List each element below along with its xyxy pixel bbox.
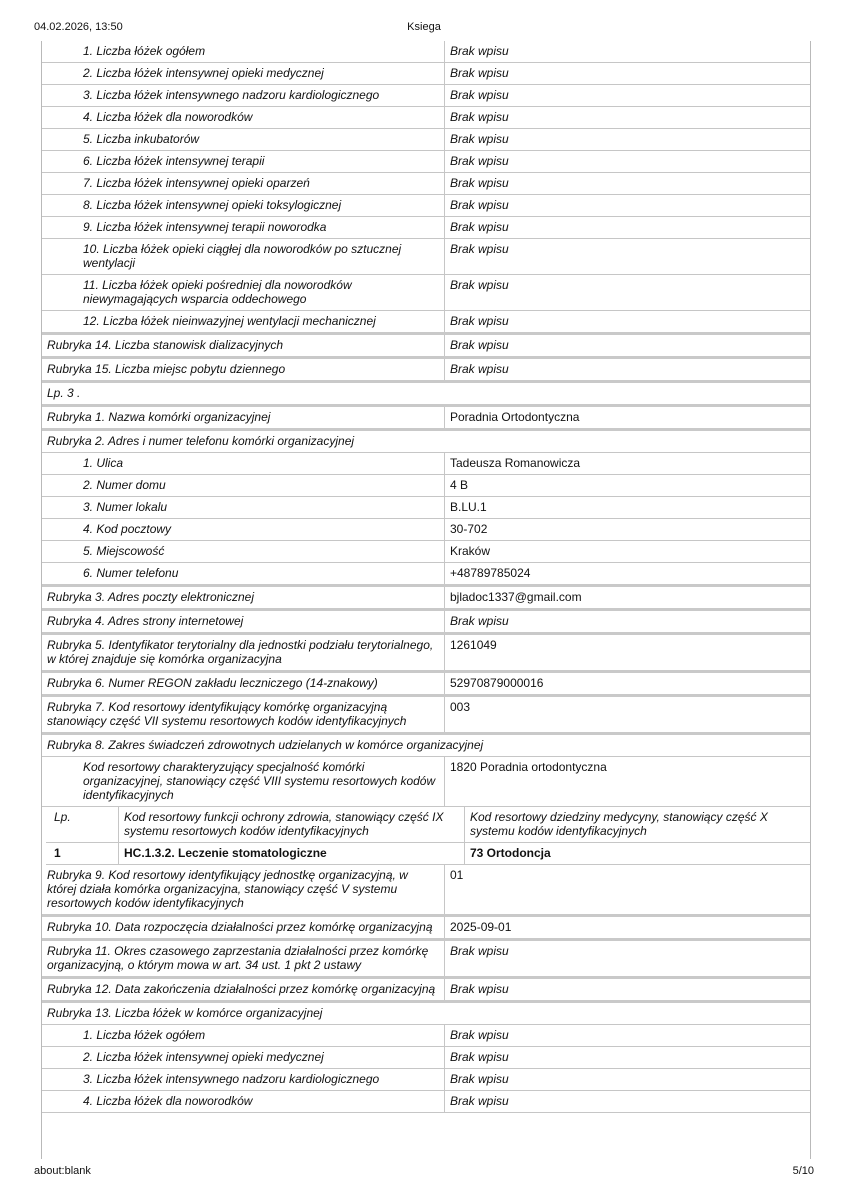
section-header-row [42,431,810,453]
field-value: Brak wpisu [450,338,509,352]
field-label: 4. Kod pocztowy [42,519,445,540]
field-value: Brak wpisu [450,944,509,958]
table-row [42,541,810,563]
field-label: 4. Liczba łóżek dla noworodków [42,1091,445,1112]
table-row [42,497,810,519]
print-footer [34,1165,814,1181]
field-label: Rubryka 10. Data rozpoczęcia działalności przez komórkę organizacyjną [42,917,445,938]
field-value: Brak wpisu [450,66,509,80]
print-datetime: 04.02.2026, 13:50 [34,21,123,33]
field-label: 6. Numer telefonu [42,563,445,584]
field-value: Brak wpisu [450,176,509,190]
table-row [42,359,810,383]
field-label: 1. Ulica [42,453,445,474]
field-value: Brak wpisu [450,88,509,102]
table-row [42,311,810,335]
section-header-label: Rubryka 13. Liczba łóżek w komórce organizacyjnej [47,1006,323,1020]
page-url: about:blank [34,1165,91,1177]
field-label: 2. Liczba łóżek intensywnej opieki medycznej [42,1047,445,1068]
field-label: Rubryka 3. Adres poczty elektronicznej [42,587,445,608]
table-row [42,611,810,635]
service-domain-code: 73 Ortodoncja [470,846,551,860]
field-value: 2025-09-01 [450,920,512,934]
service-codes-header-row [46,807,810,843]
field-label: Rubryka 6. Numer REGON zakładu leczniczego (14-znakowy) [42,673,445,694]
table-row [42,941,810,979]
service-code-lp: 1 [46,843,119,864]
table-row [42,917,810,941]
table-row [42,41,810,63]
field-value: 1820 Poradnia ortodontyczna [450,760,607,774]
field-label: 3. Liczba łóżek intensywnego nadzoru kardiologicznego [42,85,445,106]
page-number: 5/10 [792,1165,814,1177]
field-value: 4 B [450,478,469,492]
field-label: Rubryka 12. Data zakończenia działalności przez komórkę organizacyjną [42,979,445,1000]
field-label: 1. Liczba łóżek ogółem [42,41,445,62]
table-row [42,673,810,697]
field-value: Brak wpisu [450,1050,509,1064]
table-row [42,275,810,311]
table-row [42,563,810,587]
table-row [42,453,810,475]
field-value: Brak wpisu [450,44,509,58]
field-value: bjladoc1337@gmail.com [450,590,582,604]
field-value: B.LU.1 [450,500,487,514]
field-label: 3. Numer lokalu [42,497,445,518]
section-header-label: Lp. 3 . [47,386,81,400]
section-header-row [42,1003,810,1025]
field-value: Brak wpisu [450,220,509,234]
field-value: Brak wpisu [450,278,509,292]
document-title: Ksiega [407,21,441,33]
field-label: Rubryka 4. Adres strony internetowej [42,611,445,632]
field-label: 5. Miejscowość [42,541,445,562]
table-row [42,63,810,85]
field-value: Tadeusza Romanowicza [450,456,581,470]
field-label: 2. Numer domu [42,475,445,496]
field-label: Rubryka 7. Kod resortowy identyfikujący komórkę organizacyjną stanowiący część VII systemu resortowych kodów identyfikacyjnych [42,697,445,732]
print-header [34,21,814,37]
field-value: Brak wpisu [450,1094,509,1108]
field-label: 8. Liczba łóżek intensywnej opieki toksylogicznej [42,195,445,216]
field-label: 4. Liczba łóżek dla noworodków [42,107,445,128]
table-row [42,407,810,431]
field-value: 52970879000016 [450,676,544,690]
field-label: 5. Liczba inkubatorów [42,129,445,150]
field-label: Kod resortowy charakteryzujący specjalność komórki organizacyjnej, stanowiący część VIII systemu resortowych kodów identyfikacyjnych [42,757,445,806]
section-header-row [42,735,810,757]
table-row [42,475,810,497]
field-label: 3. Liczba łóżek intensywnego nadzoru kardiologicznego [42,1069,445,1090]
field-value: Brak wpisu [450,982,509,996]
field-value: Brak wpisu [450,242,509,256]
column-header-lp: Lp. [46,807,119,842]
column-header-domain-code: Kod resortowy dziedziny medycyny, stanowiący część X systemu kodów identyfikacyjnych [470,810,768,838]
table-row [42,697,810,735]
table-row [42,239,810,275]
field-value: 01 [450,868,464,882]
table-row [42,195,810,217]
field-label: Rubryka 9. Kod resortowy identyfikujący jednostkę organizacyjną, w której działa komórka organizacyjna, stanowiący część V systemu resortowych kodów identyfikacyjnych [42,865,445,914]
register-table [41,41,811,1159]
table-row [42,173,810,195]
table-row [42,129,810,151]
table-row [42,635,810,673]
field-value: 1261049 [450,638,497,652]
table-row [42,519,810,541]
field-label: Rubryka 15. Liczba miejsc pobytu dziennego [42,359,445,380]
field-value: +48789785024 [450,566,531,580]
field-label: Rubryka 1. Nazwa komórki organizacyjnej [42,407,445,428]
field-label: 2. Liczba łóżek intensywnej opieki medycznej [42,63,445,84]
field-value: Brak wpisu [450,314,509,328]
field-value: Brak wpisu [450,1028,509,1042]
service-function-code: HC.1.3.2. Leczenie stomatologiczne [119,843,465,864]
field-label: Rubryka 11. Okres czasowego zaprzestania działalności przez komórkę organizacyjną, o którym mowa w art. 34 ust. 1 pkt 2 ustawy [42,941,445,976]
service-codes-table [46,807,810,865]
field-value: Brak wpisu [450,362,509,376]
table-row [42,151,810,173]
field-value: 30-702 [450,522,488,536]
field-label: 6. Liczba łóżek intensywnej terapii [42,151,445,172]
section-header-label: Rubryka 2. Adres i numer telefonu komórki organizacyjnej [47,434,355,448]
table-row [42,335,810,359]
field-label: Rubryka 14. Liczba stanowisk dializacyjnych [42,335,445,356]
field-label: 1. Liczba łóżek ogółem [42,1025,445,1046]
table-row [42,85,810,107]
field-value: Poradnia Ortodontyczna [450,410,580,424]
table-row [42,1069,810,1091]
service-codes-row [46,843,810,865]
field-value: Brak wpisu [450,132,509,146]
section-header-label: Rubryka 8. Zakres świadczeń zdrowotnych udzielanych w komórce organizacyjnej [47,738,484,752]
table-row [42,587,810,611]
field-label: 7. Liczba łóżek intensywnej opieki oparzeń [42,173,445,194]
section-header-row [42,383,810,407]
table-row [42,1025,810,1047]
table-row [42,757,810,807]
column-header-function-code: Kod resortowy funkcji ochrony zdrowia, stanowiący część IX systemu resortowych kodów identyfikacyjnych [119,807,465,842]
field-label: 9. Liczba łóżek intensywnej terapii noworodka [42,217,445,238]
field-value: 003 [450,700,471,714]
field-value: Brak wpisu [450,1072,509,1086]
field-label: 10. Liczba łóżek opieki ciągłej dla noworodków po sztucznej wentylacji [42,239,445,274]
table-row [42,865,810,917]
field-value: Brak wpisu [450,110,509,124]
field-value: Brak wpisu [450,198,509,212]
table-row [42,107,810,129]
table-row [42,979,810,1003]
field-label: Rubryka 5. Identyfikator terytorialny dla jednostki podziału terytorialnego, w której znajduje się komórka organizacyjna [42,635,445,670]
table-row [42,1047,810,1069]
field-label: 11. Liczba łóżek opieki pośredniej dla noworodków niewymagających wsparcia oddechowego [42,275,445,310]
field-value: Brak wpisu [450,154,509,168]
field-value: Brak wpisu [450,614,509,628]
field-value: Kraków [450,544,491,558]
table-row [42,217,810,239]
field-label: 12. Liczba łóżek nieinwazyjnej wentylacji mechanicznej [42,311,445,332]
table-row [42,1091,810,1113]
